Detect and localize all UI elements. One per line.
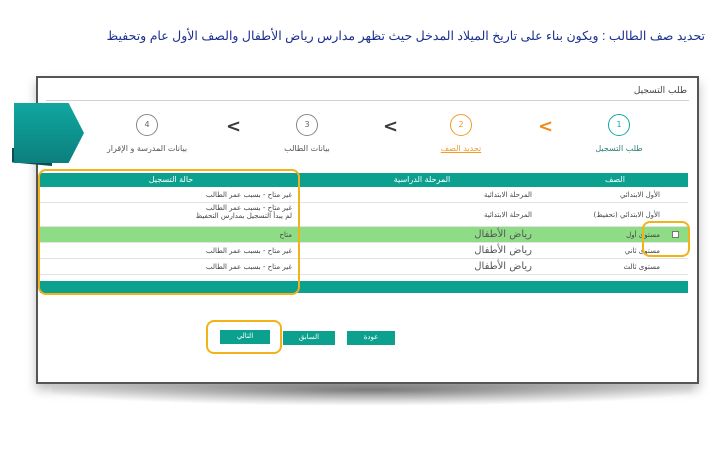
header-stage: المرحلة الدراسية — [393, 175, 451, 184]
window-title: طلب التسجيل — [633, 86, 687, 96]
status-cell: غير متاح - بسبب عمر الطالب — [205, 191, 292, 199]
back-button[interactable]: عودة — [347, 331, 395, 345]
status-cell: غير متاح - بسبب عمر الطالب — [205, 263, 292, 271]
grade-cell: مستوى ثالث — [623, 263, 660, 271]
grade-cell: الأول الابتدائي — [619, 191, 660, 199]
table-row-selected[interactable] — [40, 227, 688, 243]
chevron-left-icon: < — [226, 116, 242, 137]
grade-table — [40, 173, 688, 293]
status-cell: غير متاح - بسبب عمر الطالب — [205, 247, 292, 255]
step-number: 3 — [296, 114, 318, 136]
stage-cell: المرحلة الابتدائية — [483, 211, 532, 219]
instruction-caption: تحديد صف الطالب : ويكون بناء على تاريخ الميلاد المدخل حيث تظهر مدارس رياض الأطفال والصف الأول عام وتحفيظ — [106, 29, 705, 43]
next-button[interactable]: التالي — [220, 330, 270, 344]
table-row[interactable] — [40, 259, 688, 275]
status-line: غير متاح - بسبب عمر الطالب — [205, 204, 292, 212]
table-row[interactable] — [40, 187, 688, 203]
chevron-left-icon: < — [383, 116, 399, 137]
header-status: حالة التسجيل — [148, 175, 194, 184]
step-number: 1 — [608, 114, 630, 136]
chevron-left-icon: < — [538, 116, 554, 137]
header-grade: الصف — [605, 175, 625, 184]
stage-cell: رياض الأطفال — [474, 229, 532, 240]
stage-cell: المرحلة الابتدائية — [483, 191, 532, 199]
table-row[interactable] — [40, 243, 688, 259]
step-label: تحديد الصف — [440, 144, 482, 153]
previous-button[interactable]: السابق — [283, 331, 335, 345]
step-label: بيانات المدرسة و الإقرار — [106, 144, 188, 153]
table-row[interactable] — [40, 203, 688, 227]
step-school-and-declaration[interactable] — [102, 114, 192, 153]
step-select-grade[interactable] — [416, 114, 506, 153]
table-footer — [40, 281, 688, 293]
table-header — [40, 173, 688, 187]
status-cell: متاح — [279, 231, 292, 239]
grade-cell: مستوى أول — [626, 231, 660, 239]
step-label: بيانات الطالب — [284, 144, 330, 153]
step-label: طلب التسجيل — [595, 144, 643, 153]
step-number: 4 — [136, 114, 158, 136]
status-cell — [44, 203, 292, 223]
select-checkbox[interactable] — [672, 231, 679, 238]
grade-cell: الأول الابتدائي (تحفيظ) — [593, 211, 660, 219]
wizard-steps — [50, 114, 650, 164]
step-registration-request[interactable] — [574, 114, 664, 153]
status-line-2: لم يبدأ التسجيل بمدارس التحفيظ — [195, 212, 292, 220]
step-student-data[interactable] — [262, 114, 352, 153]
title-divider — [46, 100, 689, 101]
stage-cell: رياض الأطفال — [474, 245, 532, 256]
step-number: 2 — [450, 114, 472, 136]
grade-cell: مستوى ثاني — [624, 247, 660, 255]
stage-cell: رياض الأطفال — [474, 261, 532, 272]
